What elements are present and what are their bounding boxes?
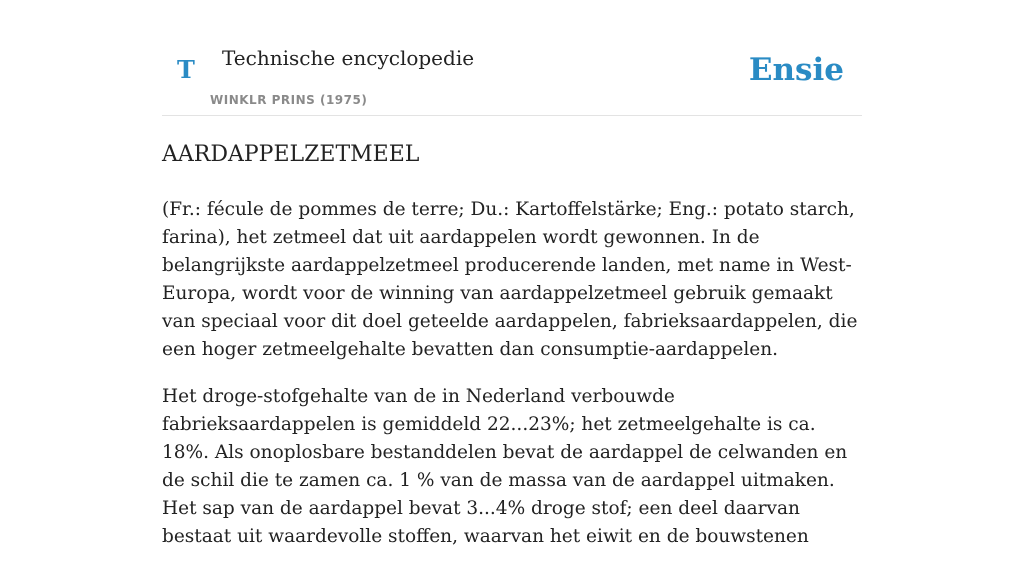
encyclopedia-source: WINKLR PRINS (1975): [210, 93, 368, 107]
article-paragraph: (Fr.: fécule de pommes de terre; Du.: Kartoffelstärke; Eng.: potato starch, farina), het zetmeel dat uit aardappelen wordt gewonnen. In de belangrijkste aardappelzetmeel producerende landen, met name in West-Europa, wordt voor de winning van aardappelzetmeel gebruik gemaakt van speciaal voor dit doel geteelde aardappelen, fabrieksaardappelen, die een hoger zetmeelgehalte bevatten dan consumptie-aardappelen.: [162, 199, 858, 360]
encyclopedia-header: [162, 0, 862, 116]
encyclopedia-title-link[interactable]: Technische encyclopedie: [222, 46, 475, 70]
article: [162, 138, 864, 570]
article-paragraph: Het droge-stofgehalte van de in Nederland verbouwde fabrieksaardappelen is gemiddeld 22...23%; het zetmeelgehalte is ca. 18%. Als onoplosbare bestanddelen bevat de aardappel de celwanden en de schil die te zamen ca. 1 % van de massa van de aardappel uitmaken. Het sap van de aardappel bevat 3...4% droge stof; een deel daarvan bestaat uit waardevolle stoffen, waarvan het eiwit en de bouwstenen: [162, 386, 848, 547]
article-title: AARDAPPELZETMEEL: [162, 142, 420, 167]
encyclopedia-logo-icon[interactable]: T: [177, 55, 195, 84]
ensie-logo-link[interactable]: Ensie: [748, 52, 844, 88]
